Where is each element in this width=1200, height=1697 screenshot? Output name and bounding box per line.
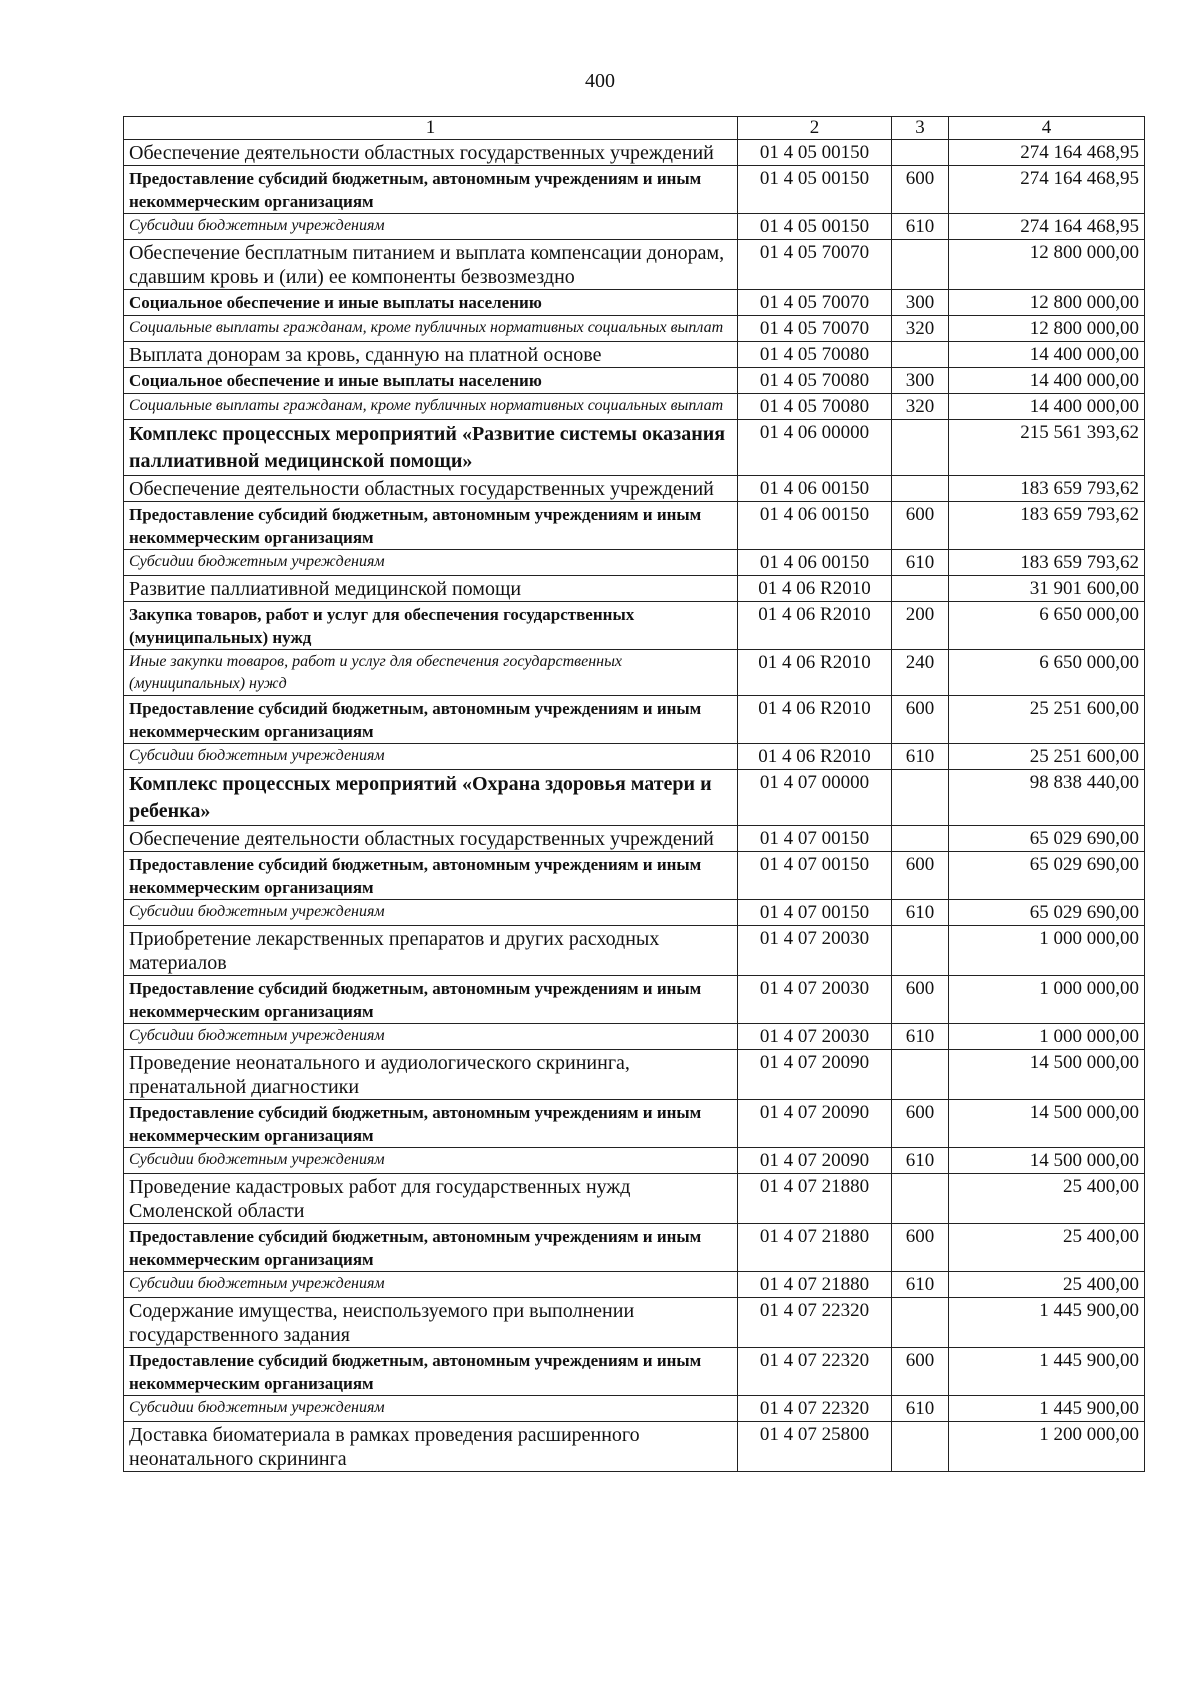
expense-name-cell: Социальные выплаты гражданам, кроме публичных нормативных социальных выплат <box>124 316 738 342</box>
amount-cell: 25 400,00 <box>949 1272 1145 1298</box>
expense-name-cell: Предоставление субсидий бюджетным, автономным учреждениям и иным некоммерческим организациям <box>124 502 738 550</box>
budget-code-cell: 01 4 06 00150 <box>738 476 892 502</box>
expense-name-cell: Предоставление субсидий бюджетным, автономным учреждениям и иным некоммерческим организациям <box>124 976 738 1024</box>
expense-type-cell: 320 <box>892 316 949 342</box>
expense-name-cell: Субсидии бюджетным учреждениям <box>124 744 738 770</box>
expense-type-cell: 600 <box>892 166 949 214</box>
budget-code-cell: 01 4 06 R2010 <box>738 576 892 602</box>
table-row <box>124 476 1145 502</box>
table-row <box>124 1024 1145 1050</box>
amount-cell: 12 800 000,00 <box>949 316 1145 342</box>
table-row <box>124 900 1145 926</box>
budget-code-cell: 01 4 07 22320 <box>738 1396 892 1422</box>
budget-code-cell: 01 4 06 R2010 <box>738 650 892 696</box>
expense-name-cell: Предоставление субсидий бюджетным, автономным учреждениям и иным некоммерческим организациям <box>124 1224 738 1272</box>
amount-cell: 6 650 000,00 <box>949 650 1145 696</box>
expense-type-cell: 610 <box>892 550 949 576</box>
budget-code-cell: 01 4 06 R2010 <box>738 602 892 650</box>
amount-cell: 1 000 000,00 <box>949 1024 1145 1050</box>
expense-type-cell: 600 <box>892 852 949 900</box>
amount-cell: 183 659 793,62 <box>949 550 1145 576</box>
budget-code-cell: 01 4 07 20030 <box>738 1024 892 1050</box>
expense-type-cell: 610 <box>892 1024 949 1050</box>
expense-type-cell <box>892 476 949 502</box>
expense-name-cell: Предоставление субсидий бюджетным, автономным учреждениям и иным некоммерческим организациям <box>124 696 738 744</box>
amount-cell: 183 659 793,62 <box>949 502 1145 550</box>
amount-cell: 65 029 690,00 <box>949 852 1145 900</box>
expense-type-cell <box>892 770 949 826</box>
budget-code-cell: 01 4 05 00150 <box>738 140 892 166</box>
expense-name-cell: Социальное обеспечение и иные выплаты населению <box>124 290 738 316</box>
expense-name-cell: Субсидии бюджетным учреждениям <box>124 1024 738 1050</box>
table-row <box>124 576 1145 602</box>
amount-cell: 25 400,00 <box>949 1224 1145 1272</box>
table-row <box>124 140 1145 166</box>
amount-cell: 274 164 468,95 <box>949 140 1145 166</box>
expense-name-cell: Приобретение лекарственных препаратов и других расходных материалов <box>124 926 738 976</box>
budget-code-cell: 01 4 05 70080 <box>738 394 892 420</box>
expense-type-cell: 610 <box>892 1396 949 1422</box>
budget-code-cell: 01 4 06 00150 <box>738 502 892 550</box>
expense-type-cell: 300 <box>892 368 949 394</box>
table-row <box>124 420 1145 476</box>
expense-name-cell: Субсидии бюджетным учреждениям <box>124 214 738 240</box>
expense-name-cell: Доставка биоматериала в рамках проведения расширенного неонатального скрининга <box>124 1422 738 1472</box>
table-row <box>124 976 1145 1024</box>
table-row <box>124 342 1145 368</box>
expense-type-cell <box>892 1298 949 1348</box>
budget-code-cell: 01 4 05 00150 <box>738 166 892 214</box>
expense-name-cell: Обеспечение деятельности областных государственных учреждений <box>124 826 738 852</box>
table-row <box>124 1348 1145 1396</box>
expense-type-cell <box>892 926 949 976</box>
amount-cell: 31 901 600,00 <box>949 576 1145 602</box>
table-row <box>124 1148 1145 1174</box>
expense-name-cell: Субсидии бюджетным учреждениям <box>124 900 738 926</box>
expense-type-cell: 600 <box>892 502 949 550</box>
table-row <box>124 214 1145 240</box>
expense-type-cell <box>892 1050 949 1100</box>
amount-cell: 65 029 690,00 <box>949 900 1145 926</box>
expense-type-cell: 610 <box>892 214 949 240</box>
expense-type-cell <box>892 240 949 290</box>
expense-name-cell: Предоставление субсидий бюджетным, автономным учреждениям и иным некоммерческим организациям <box>124 1100 738 1148</box>
table-row <box>124 166 1145 214</box>
amount-cell: 14 400 000,00 <box>949 394 1145 420</box>
expense-type-cell: 600 <box>892 1100 949 1148</box>
budget-code-cell: 01 4 07 25800 <box>738 1422 892 1472</box>
budget-code-cell: 01 4 05 00150 <box>738 214 892 240</box>
amount-cell: 12 800 000,00 <box>949 240 1145 290</box>
budget-code-cell: 01 4 06 00000 <box>738 420 892 476</box>
table-row <box>124 316 1145 342</box>
expense-type-cell <box>892 140 949 166</box>
table-row <box>124 744 1145 770</box>
expense-type-cell: 600 <box>892 1224 949 1272</box>
expense-type-cell <box>892 342 949 368</box>
table-row <box>124 826 1145 852</box>
page-number: 400 <box>585 70 615 92</box>
table-row <box>124 926 1145 976</box>
table-row <box>124 696 1145 744</box>
table-row <box>124 1298 1145 1348</box>
expense-name-cell: Комплекс процессных мероприятий «Развитие системы оказания паллиативной медицинской помощи» <box>124 420 738 476</box>
budget-code-cell: 01 4 07 21880 <box>738 1174 892 1224</box>
amount-cell: 6 650 000,00 <box>949 602 1145 650</box>
expense-name-cell: Содержание имущества, неиспользуемого при выполнении государственного задания <box>124 1298 738 1348</box>
table-row <box>124 1050 1145 1100</box>
budget-code-cell: 01 4 07 00150 <box>738 852 892 900</box>
expense-name-cell: Предоставление субсидий бюджетным, автономным учреждениям и иным некоммерческим организациям <box>124 1348 738 1396</box>
table-row <box>124 1174 1145 1224</box>
amount-cell: 12 800 000,00 <box>949 290 1145 316</box>
amount-cell: 14 500 000,00 <box>949 1100 1145 1148</box>
table-row <box>124 394 1145 420</box>
expense-type-cell: 600 <box>892 696 949 744</box>
expense-type-cell <box>892 576 949 602</box>
expense-name-cell: Предоставление субсидий бюджетным, автономным учреждениям и иным некоммерческим организациям <box>124 852 738 900</box>
amount-cell: 14 400 000,00 <box>949 368 1145 394</box>
budget-code-cell: 01 4 05 70070 <box>738 316 892 342</box>
table-row <box>124 602 1145 650</box>
expense-name-cell: Развитие паллиативной медицинской помощи <box>124 576 738 602</box>
table-body <box>124 140 1145 1472</box>
table-row <box>124 650 1145 696</box>
budget-code-cell: 01 4 06 R2010 <box>738 696 892 744</box>
expense-type-cell <box>892 1174 949 1224</box>
budget-code-cell: 01 4 07 21880 <box>738 1272 892 1298</box>
expense-type-cell: 240 <box>892 650 949 696</box>
expense-name-cell: Субсидии бюджетным учреждениям <box>124 1272 738 1298</box>
amount-cell: 183 659 793,62 <box>949 476 1145 502</box>
table-row <box>124 1100 1145 1148</box>
amount-cell: 274 164 468,95 <box>949 214 1145 240</box>
table-row <box>124 290 1145 316</box>
budget-code-cell: 01 4 07 20090 <box>738 1148 892 1174</box>
expense-type-cell: 610 <box>892 1272 949 1298</box>
expense-name-cell: Предоставление субсидий бюджетным, автономным учреждениям и иным некоммерческим организациям <box>124 166 738 214</box>
amount-cell: 14 400 000,00 <box>949 342 1145 368</box>
budget-code-cell: 01 4 07 00150 <box>738 826 892 852</box>
budget-code-cell: 01 4 05 70080 <box>738 342 892 368</box>
budget-code-cell: 01 4 07 00150 <box>738 900 892 926</box>
expense-type-cell: 600 <box>892 976 949 1024</box>
column-header-1: 1 <box>124 117 738 140</box>
table-row <box>124 1272 1145 1298</box>
expense-name-cell: Социальные выплаты гражданам, кроме публичных нормативных социальных выплат <box>124 394 738 420</box>
amount-cell: 1 445 900,00 <box>949 1348 1145 1396</box>
table-row <box>124 1396 1145 1422</box>
amount-cell: 98 838 440,00 <box>949 770 1145 826</box>
budget-code-cell: 01 4 06 R2010 <box>738 744 892 770</box>
column-header-3: 3 <box>892 117 949 140</box>
budget-code-cell: 01 4 07 20090 <box>738 1050 892 1100</box>
expense-type-cell <box>892 420 949 476</box>
table-row <box>124 550 1145 576</box>
amount-cell: 25 400,00 <box>949 1174 1145 1224</box>
budget-code-cell: 01 4 07 20090 <box>738 1100 892 1148</box>
expense-type-cell: 200 <box>892 602 949 650</box>
amount-cell: 1 445 900,00 <box>949 1396 1145 1422</box>
amount-cell: 1 000 000,00 <box>949 926 1145 976</box>
expense-name-cell: Социальное обеспечение и иные выплаты населению <box>124 368 738 394</box>
expense-name-cell: Субсидии бюджетным учреждениям <box>124 1148 738 1174</box>
budget-table <box>123 116 1145 1472</box>
expense-name-cell: Проведение кадастровых работ для государственных нужд Смоленской области <box>124 1174 738 1224</box>
amount-cell: 274 164 468,95 <box>949 166 1145 214</box>
table-row <box>124 770 1145 826</box>
column-header-4: 4 <box>949 117 1145 140</box>
expense-type-cell: 610 <box>892 744 949 770</box>
expense-name-cell: Субсидии бюджетным учреждениям <box>124 1396 738 1422</box>
budget-code-cell: 01 4 07 22320 <box>738 1298 892 1348</box>
table-row <box>124 502 1145 550</box>
expense-name-cell: Иные закупки товаров, работ и услуг для обеспечения государственных (муниципальных) нужд <box>124 650 738 696</box>
expense-type-cell <box>892 826 949 852</box>
budget-code-cell: 01 4 05 70070 <box>738 240 892 290</box>
budget-code-cell: 01 4 07 20030 <box>738 976 892 1024</box>
expense-name-cell: Обеспечение бесплатным питанием и выплата компенсации донорам, сдавшим кровь и (или) ее компоненты безвозмездно <box>124 240 738 290</box>
expense-type-cell: 300 <box>892 290 949 316</box>
amount-cell: 25 251 600,00 <box>949 696 1145 744</box>
amount-cell: 14 500 000,00 <box>949 1148 1145 1174</box>
expense-type-cell: 610 <box>892 900 949 926</box>
expense-type-cell: 600 <box>892 1348 949 1396</box>
amount-cell: 215 561 393,62 <box>949 420 1145 476</box>
expense-type-cell <box>892 1422 949 1472</box>
expense-name-cell: Выплата донорам за кровь, сданную на платной основе <box>124 342 738 368</box>
budget-code-cell: 01 4 07 00000 <box>738 770 892 826</box>
amount-cell: 1 000 000,00 <box>949 976 1145 1024</box>
table-row <box>124 852 1145 900</box>
budget-code-cell: 01 4 07 21880 <box>738 1224 892 1272</box>
table-row <box>124 368 1145 394</box>
amount-cell: 65 029 690,00 <box>949 826 1145 852</box>
amount-cell: 1 200 000,00 <box>949 1422 1145 1472</box>
budget-code-cell: 01 4 05 70080 <box>738 368 892 394</box>
expense-name-cell: Обеспечение деятельности областных государственных учреждений <box>124 140 738 166</box>
expense-type-cell: 610 <box>892 1148 949 1174</box>
table-row <box>124 1224 1145 1272</box>
table-row <box>124 1422 1145 1472</box>
amount-cell: 1 445 900,00 <box>949 1298 1145 1348</box>
expense-type-cell: 320 <box>892 394 949 420</box>
budget-code-cell: 01 4 07 20030 <box>738 926 892 976</box>
table-header-row <box>124 117 1145 140</box>
expense-name-cell: Проведение неонатального и аудиологического скрининга, пренатальной диагностики <box>124 1050 738 1100</box>
budget-code-cell: 01 4 07 22320 <box>738 1348 892 1396</box>
budget-code-cell: 01 4 06 00150 <box>738 550 892 576</box>
budget-code-cell: 01 4 05 70070 <box>738 290 892 316</box>
expense-name-cell: Субсидии бюджетным учреждениям <box>124 550 738 576</box>
expense-name-cell: Закупка товаров, работ и услуг для обеспечения государственных (муниципальных) нужд <box>124 602 738 650</box>
expense-name-cell: Комплекс процессных мероприятий «Охрана здоровья матери и ребенка» <box>124 770 738 826</box>
column-header-2: 2 <box>738 117 892 140</box>
amount-cell: 25 251 600,00 <box>949 744 1145 770</box>
amount-cell: 14 500 000,00 <box>949 1050 1145 1100</box>
table-row <box>124 240 1145 290</box>
expense-name-cell: Обеспечение деятельности областных государственных учреждений <box>124 476 738 502</box>
